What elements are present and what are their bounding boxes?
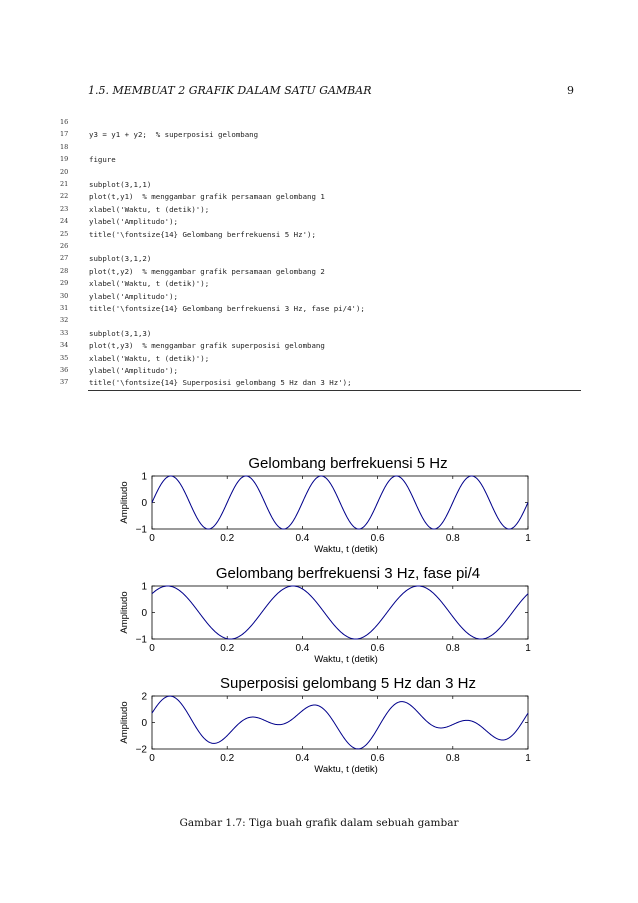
y-axis-label: Amplitudo <box>119 701 130 744</box>
line-number: 17 <box>60 130 69 139</box>
x-tick-label: 0.2 <box>220 533 235 544</box>
code-text: ylabel('Amplitudo'); <box>89 291 178 301</box>
line-number: 19 <box>60 155 69 164</box>
x-tick-label: 1 <box>525 753 531 764</box>
code-text: subplot(3,1,2) <box>89 254 152 264</box>
line-number: 25 <box>60 229 69 238</box>
x-tick-label: 0.2 <box>220 643 235 654</box>
y-tick-label: 0 <box>141 718 147 729</box>
code-text: plot(t,y3) % menggambar grafik superposisi gelombang <box>89 341 325 351</box>
code-text: subplot(3,1,3) <box>89 328 152 338</box>
line-number: 36 <box>60 366 69 374</box>
x-tick-label: 0.6 <box>370 753 385 764</box>
axes-box <box>152 696 528 749</box>
line-number: 28 <box>60 266 69 275</box>
line-number: 16 <box>60 118 69 126</box>
line-number: 26 <box>60 242 69 250</box>
code-text: title('\fontsize{14} Gelombang berfrekuensi 5 Hz'); <box>89 229 316 239</box>
line-number: 18 <box>60 142 69 151</box>
x-tick-label: 0.2 <box>220 753 235 764</box>
line-number: 27 <box>60 254 69 263</box>
chart-title: Superposisi gelombang 5 Hz dan 3 Hz <box>220 675 476 692</box>
y-tick-label: 1 <box>141 471 147 483</box>
line-number: 23 <box>60 204 69 213</box>
line-number: 34 <box>60 341 69 350</box>
x-tick-label: 1 <box>525 533 531 544</box>
x-axis-label: Waktu, t (detik) <box>314 764 378 775</box>
line-number: 33 <box>60 328 69 337</box>
code-text: plot(t,y1) % menggambar grafik persamaan gelombang 1 <box>89 192 325 202</box>
code-text: ylabel('Amplitudo'); <box>89 217 178 227</box>
line-number: 20 <box>60 167 69 176</box>
section-title: 1.5. MEMBUAT 2 GRAFIK DALAM SATU GAMBAR <box>88 84 372 97</box>
x-tick-label: 0.6 <box>370 643 385 654</box>
code-text: figure <box>89 155 116 165</box>
y-tick-label: −1 <box>135 634 147 646</box>
chart-title: Gelombang berfrekuensi 5 Hz <box>248 455 448 472</box>
code-text: plot(t,y2) % menggambar grafik persamaan gelombang 2 <box>89 266 325 276</box>
line-number: 35 <box>60 353 69 362</box>
y-tick-label: 1 <box>141 581 147 593</box>
x-tick-label: 0.6 <box>370 533 385 544</box>
x-tick-label: 0.8 <box>445 643 460 654</box>
x-tick-label: 1 <box>525 643 531 654</box>
y-tick-label: 2 <box>141 691 147 703</box>
line-number: 21 <box>60 180 69 188</box>
code-divider <box>88 390 581 391</box>
y-axis-label: Amplitudo <box>119 481 130 524</box>
code-text: y3 = y1 + y2; % superposisi gelombang <box>89 130 259 140</box>
subplot-3 <box>119 675 531 775</box>
series-line-y3 <box>152 696 528 749</box>
x-tick-label: 0 <box>149 753 155 764</box>
line-number: 22 <box>60 192 69 201</box>
x-axis-label: Waktu, t (detik) <box>314 544 378 555</box>
line-number: 30 <box>60 291 69 300</box>
y-tick-label: 0 <box>141 608 147 619</box>
code-text: xlabel('Waktu, t (detik)'); <box>89 279 210 289</box>
code-text: xlabel('Waktu, t (detik)'); <box>89 204 210 214</box>
code-text: title('\fontsize{14} Gelombang berfrekuensi 3 Hz, fase pi/4'); <box>89 304 365 313</box>
code-text: title('\fontsize{14} Superposisi gelombang 5 Hz dan 3 Hz'); <box>89 378 352 388</box>
y-axis-label: Amplitudo <box>119 591 130 634</box>
page-number: 9 <box>567 84 574 97</box>
line-number: 32 <box>60 316 69 325</box>
series-line-y2 <box>152 586 528 639</box>
running-header <box>88 84 574 100</box>
y-tick-label: −1 <box>135 524 147 536</box>
figure-caption: Gambar 1.7: Tiga buah grafik dalam sebuah gambar <box>179 817 459 829</box>
x-tick-label: 0.8 <box>445 533 460 544</box>
x-tick-label: 0.4 <box>295 643 310 654</box>
line-number: 24 <box>60 217 69 226</box>
chart-title: Gelombang berfrekuensi 3 Hz, fase pi/4 <box>215 565 481 582</box>
series-line-y1 <box>152 476 528 529</box>
x-tick-label: 0.4 <box>295 533 310 544</box>
code-text: xlabel('Waktu, t (detik)'); <box>89 353 210 363</box>
x-tick-label: 0.4 <box>295 753 310 764</box>
line-number: 29 <box>60 279 69 288</box>
subplot-1 <box>119 455 531 555</box>
subplot-2 <box>119 565 531 665</box>
line-number: 37 <box>60 378 69 387</box>
line-number: 31 <box>60 304 69 312</box>
y-tick-label: 0 <box>141 498 147 509</box>
x-tick-label: 0.8 <box>445 753 460 764</box>
code-text: ylabel('Amplitudo'); <box>89 366 178 375</box>
figure-subplots <box>0 440 638 800</box>
x-axis-label: Waktu, t (detik) <box>314 654 378 665</box>
code-text: subplot(3,1,1) <box>89 180 152 189</box>
x-tick-label: 0 <box>149 533 155 544</box>
y-tick-label: −2 <box>135 744 147 756</box>
x-tick-label: 0 <box>149 643 155 654</box>
